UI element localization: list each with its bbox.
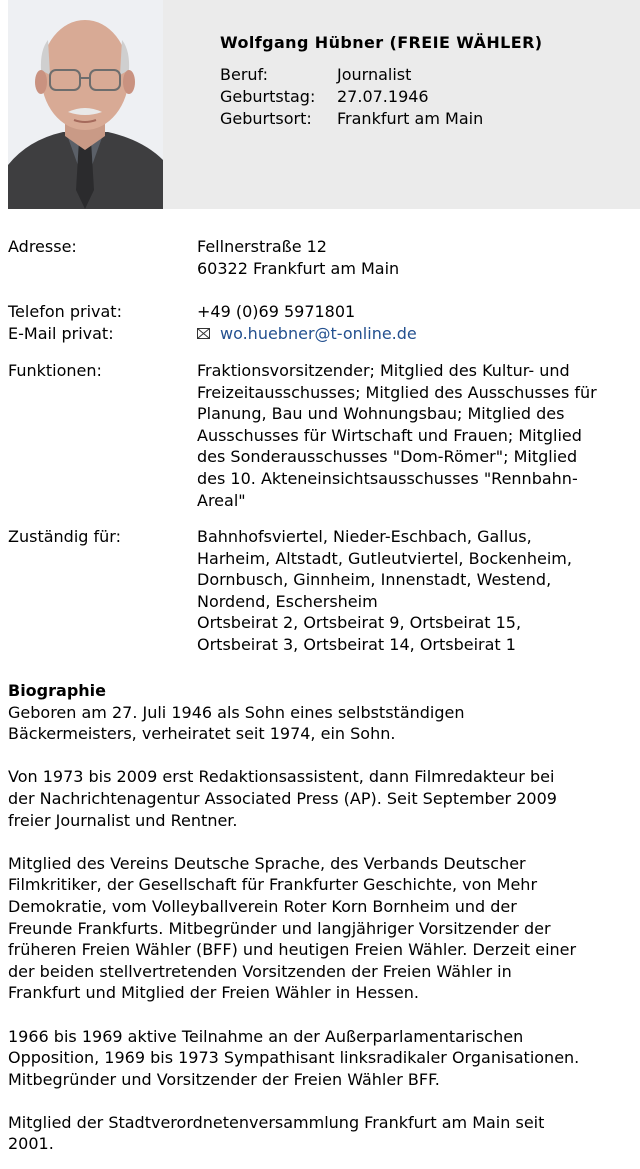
fact-label: Beruf: [220, 65, 268, 84]
responsible-line: Ortsbeirat 2, Ortsbeirat 9, Ortsbeirat 15, [197, 613, 522, 633]
address-value [197, 236, 399, 279]
biography-paragraph [8, 1026, 640, 1091]
fact-value: Journalist [337, 65, 412, 84]
biography-section [8, 680, 640, 1155]
functions-line: des Sonderausschusses "Dom-Römer"; Mitglied [197, 447, 578, 467]
biography-paragraph [8, 853, 640, 1004]
fact-label: Geburtstag: [220, 87, 316, 106]
email-link[interactable]: wo.huebner@t-online.de [220, 324, 417, 343]
responsible-line: Nordend, Eschersheim [197, 591, 378, 611]
biography-line: Frankfurt und Mitglied der Freien Wähler in Hessen. [8, 983, 419, 1003]
biography-line: Demokratie, vom Volleyballverein Roter Korn Bornheim und der [8, 896, 517, 916]
fact-row-profession [220, 64, 483, 86]
biography-line: Filmkritiker, der Gesellschaft für Frankfurter Geschichte, von Mehr [8, 875, 538, 895]
functions-line: Ausschusses für Wirtschaft und Frauen; Mitglied [197, 425, 582, 445]
biography-line: früheren Freien Wähler (BFF) und heutigen Freien Wähler. Derzeit einer [8, 940, 577, 960]
biography-line: freier Journalist und Rentner. [8, 810, 238, 830]
address-label: Adresse: [8, 237, 77, 256]
functions-line: Fraktionsvorsitzender; Mitglied des Kultur- und [197, 361, 570, 380]
functions-line: Freizeitausschusses; Mitglied des Ausschusses für [197, 382, 597, 402]
biography-line: Mitglied der Stadtverordnetenversammlung Frankfurt am Main seit [8, 1112, 545, 1132]
fact-value: 27.07.1946 [337, 87, 429, 106]
biography-line: Mitbegründer und Vorsitzender der Freien Wähler BFF. [8, 1069, 440, 1089]
biography-line: Bäckermeisters, verheiratet seit 1974, ein Sohn. [8, 724, 396, 744]
functions-label: Funktionen: [8, 361, 102, 380]
envelope-icon [197, 323, 211, 345]
profile-header [0, 0, 640, 209]
functions-value [197, 360, 597, 511]
functions-line: des 10. Akteneinsichtsausschusses "Rennbahn- [197, 468, 578, 488]
biography-line: 1966 bis 1969 aktive Teilnahme an der Außerparlamentarischen [8, 1026, 524, 1046]
biography-title: Biographie [8, 681, 106, 700]
biography-paragraph [8, 702, 640, 745]
biography-paragraph [8, 766, 640, 831]
fact-row-birthday [220, 86, 483, 108]
functions-line: Planung, Bau und Wohnungsbau; Mitglied des [197, 404, 565, 424]
responsible-line: Dornbusch, Ginnheim, Innenstadt, Westend, [197, 570, 552, 590]
fact-label: Geburtsort: [220, 109, 312, 128]
biography-line: 2001. [8, 1134, 54, 1154]
responsible-line: Ortsbeirat 3, Ortsbeirat 14, Ortsbeirat 1 [197, 634, 516, 654]
responsible-value [197, 526, 572, 656]
phone-label: Telefon privat: [8, 302, 122, 321]
biography-line: der beiden stellvertretenden Vorsitzenden der Freien Wähler in [8, 961, 512, 981]
portrait-photo-illustration [8, 0, 163, 209]
person-facts [220, 64, 483, 130]
address-line: Fellnerstraße 12 [197, 237, 327, 256]
biography-line: der Nachrichtenagentur Associated Press (AP). Seit September 2009 [8, 788, 557, 808]
email-value [197, 323, 417, 345]
biography-line: Geboren am 27. Juli 1946 als Sohn eines selbstständigen [8, 702, 465, 722]
functions-line: Areal" [197, 490, 246, 510]
fact-row-birthplace [220, 108, 483, 130]
responsible-line: Harheim, Altstadt, Gutleutviertel, Bockenheim, [197, 548, 572, 568]
responsible-label: Zuständig für: [8, 527, 121, 546]
fact-value: Frankfurt am Main [337, 109, 484, 128]
phone-value: +49 (0)69 5971801 [197, 302, 356, 321]
email-label: E-Mail privat: [8, 324, 114, 343]
person-name: Wolfgang Hübner (FREIE WÄHLER) [220, 33, 543, 52]
biography-line: Von 1973 bis 2009 erst Redaktionsassistent, dann Filmredakteur bei [8, 767, 555, 787]
biography-line: Mitglied des Vereins Deutsche Sprache, des Verbands Deutscher [8, 853, 526, 873]
biography-line: Opposition, 1969 bis 1973 Sympathisant linksradikaler Organisationen. [8, 1048, 580, 1068]
biography-line: Freunde Frankfurts. Mitbegründer und langjähriger Vorsitzender der [8, 918, 551, 938]
responsible-line: Bahnhofsviertel, Nieder-Eschbach, Gallus, [197, 527, 532, 546]
portrait-photo [8, 0, 163, 209]
address-line: 60322 Frankfurt am Main [197, 258, 400, 278]
biography-paragraph [8, 1112, 640, 1155]
